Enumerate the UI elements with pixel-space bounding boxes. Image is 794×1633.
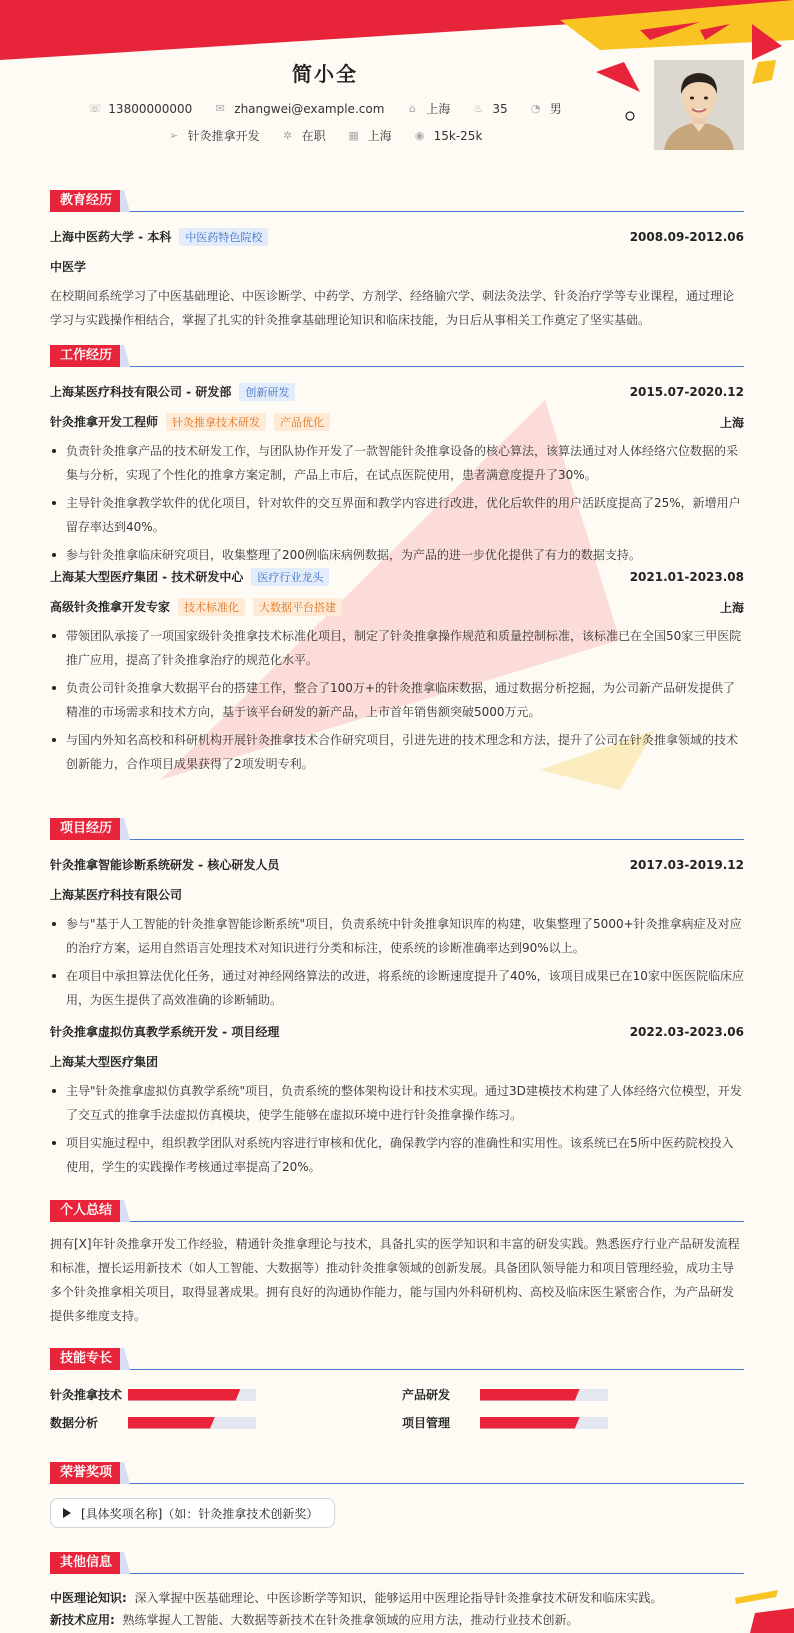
city-value: 上海 (426, 102, 451, 116)
skill-item (402, 1386, 608, 1403)
job-date: 2015.07-2020.12 (629, 385, 744, 399)
mail-icon: ✉ (215, 101, 225, 115)
awards-section (50, 1462, 744, 1521)
award-name: [具体奖项名称]（如：针灸推拿技术创新奖） (81, 1506, 319, 1521)
phone-icon: ☏ (88, 101, 103, 115)
phone-value: 13800000000 (108, 101, 193, 116)
section-tab (120, 1200, 130, 1222)
phone-item (88, 102, 192, 116)
section-tab (120, 190, 130, 212)
section-title: 个人总结 (50, 1200, 122, 1222)
award-item[interactable] (50, 1498, 335, 1528)
position-tag: 技术标准化 (178, 598, 245, 616)
gender-item (530, 100, 562, 117)
job-city: 上海 (719, 415, 744, 430)
other-section (50, 1552, 744, 1627)
list-item: 主导针灸推拿教学软件的优化项目，针对软件的交互界面和教学内容进行改进，优化后软件的用户活跃度提高了25%，新增用户留存率达到40%。 (50, 491, 744, 539)
list-item: 负责公司针灸推拿大数据平台的搭建工作，整合了100万+的针灸推拿临床数据，通过数据分析挖掘，为公司新产品研发提供了精准的市场需求和技术方向，基于该平台研发的新产品，上市首年销售额突破5000万元。 (50, 676, 744, 724)
position-tag: 产品优化 (274, 413, 330, 431)
email-item (214, 102, 384, 116)
project-bullets (50, 1079, 744, 1183)
status-item (282, 127, 326, 144)
section-title: 工作经历 (50, 345, 122, 367)
city-item (406, 100, 450, 117)
section-header (50, 1462, 744, 1484)
project-name: 针灸推拿虚拟仿真教学系统开发 - 项目经理 (50, 1025, 280, 1039)
gear-icon: ✲ (282, 128, 293, 142)
skill-fill (128, 1389, 241, 1401)
project-date: 2022.03-2023.06 (629, 1024, 744, 1039)
position-tag: 大数据平台搭建 (253, 598, 342, 616)
section-tab (120, 818, 130, 840)
section-title: 项目经历 (50, 818, 122, 840)
target-city-item (348, 127, 392, 144)
skill-fill (128, 1417, 215, 1429)
job-position: 高级针灸推拿开发专家 (50, 600, 171, 614)
section-title: 其他信息 (50, 1552, 122, 1574)
major: 中医学 (50, 260, 87, 274)
building-icon: ▦ (348, 128, 359, 142)
cake-icon: ♨ (473, 101, 484, 115)
company-tag: 医疗行业龙头 (251, 568, 329, 586)
project-org-row (50, 1053, 744, 1070)
other-text: 深入掌握中医基础理论、中医诊断学等知识，能够运用中医理论指导针灸推拿技术研发和临床实践。 (134, 1591, 663, 1605)
age-value: 35 (492, 101, 508, 116)
avatar (654, 60, 744, 150)
section-title: 技能专长 (50, 1348, 122, 1370)
skill-bar (128, 1389, 256, 1401)
education-section (50, 190, 744, 327)
target-city-value: 上海 (367, 129, 392, 143)
skill-name: 数据分析 (50, 1416, 99, 1430)
major-row (50, 258, 744, 275)
job-intent-line (0, 127, 650, 144)
section-title: 教育经历 (50, 190, 122, 212)
job-position-line (50, 598, 342, 616)
salary-value: 15k-25k (433, 128, 483, 143)
section-header (50, 818, 744, 840)
section-header (50, 1200, 744, 1222)
header-yellow-shape (752, 60, 776, 84)
send-icon: ➢ (168, 128, 179, 142)
target-job-value: 针灸推拿开发 (187, 129, 260, 143)
skill-bar (480, 1417, 608, 1429)
summary-text: 拥有[X]年针灸推拿开发工作经验，精通针灸推拿理论与技术，具备扎实的医学知识和丰富的研发实践。熟悉医疗行业产品研发流程和标准，擅长运用新技术（如人工智能、大数据等）推动针灸推拿领域的创新发展。具备团队领导能力和项目管理经验，成功主导多个针灸推拿相关项目，取得显著成果。拥有良好的沟通协作能力，能与国内外科研机构、高校及临床医生紧密合作，为产品研发提供多维度支持。 (50, 1237, 740, 1323)
job-date: 2021.01-2023.08 (629, 570, 744, 584)
school-name: 上海中医药大学 - 本科 (50, 230, 172, 244)
job-company-line (50, 383, 295, 401)
section-tab (120, 1348, 130, 1370)
list-item: 参与针灸推拿临床研究项目，收集整理了200例临床病例数据，为产品的进一步优化提供了有力的数据支持。 (50, 543, 744, 567)
position-tag: 针灸推拿技术研发 (166, 413, 266, 431)
avatar-illustration (654, 60, 744, 150)
home-icon: ⌂ (408, 101, 416, 115)
skill-bar (480, 1389, 608, 1401)
project-title-row (50, 1023, 744, 1040)
gender-value: 男 (549, 102, 562, 116)
job-company-row (50, 383, 744, 401)
job-company: 上海某医疗科技有限公司 - 研发部 (50, 385, 232, 399)
skill-item (50, 1386, 256, 1403)
gender-icon: ◔ (530, 101, 541, 115)
play-icon (63, 1508, 71, 1518)
skill-name: 产品研发 (402, 1388, 451, 1402)
list-item: 带领团队承接了一项国家级针灸推拿技术标准化项目，制定了针灸推拿操作规范和质量控制标准，该标准已在全国50家三甲医院推广应用，提高了针灸推拿治疗的规范化水平。 (50, 624, 744, 672)
education-date: 2008.09-2012.06 (629, 230, 744, 244)
project-org: 上海某医疗科技有限公司 (50, 888, 183, 902)
skill-name: 针灸推拿技术 (50, 1388, 123, 1402)
job-position: 针灸推拿开发工程师 (50, 415, 159, 429)
job-company-row (50, 568, 744, 586)
skill-bar (128, 1417, 256, 1429)
school-tag: 中医药特色院校 (179, 228, 268, 246)
section-tab (120, 345, 130, 367)
project-name: 针灸推拿智能诊断系统研发 - 核心研发人员 (50, 858, 280, 872)
money-icon: ◉ (414, 128, 425, 142)
candidate-name: 简小全 (292, 62, 358, 86)
skill-name: 项目管理 (402, 1416, 451, 1430)
job-position-row (50, 413, 744, 431)
skill-item (402, 1414, 608, 1431)
footer-red-shape (750, 1608, 794, 1633)
section-header (50, 345, 744, 367)
summary-section (50, 1200, 744, 1323)
section-header (50, 1552, 744, 1574)
job-bullets (50, 439, 744, 571)
skills-section (50, 1348, 744, 1430)
email-value: zhangwei@example.com (234, 101, 385, 116)
education-description: 在校期间系统学习了中医基础理论、中医诊断学、中药学、方剂学、经络腧穴学、刺法灸法学、针灸治疗学等专业课程，通过理论学习与实践操作相结合，掌握了扎实的针灸推拿基础理论知识和临床技能，为日后从事相关工作奠定了坚实基础。 (50, 289, 735, 327)
school-line (50, 228, 268, 246)
section-title: 荣誉奖项 (50, 1462, 122, 1484)
other-item (50, 1610, 744, 1630)
job-company: 上海某大型医疗集团 - 技术研发中心 (50, 570, 244, 584)
job-position-row (50, 598, 744, 616)
projects-section (50, 818, 744, 1174)
status-value: 在职 (301, 129, 326, 143)
section-tab (120, 1552, 130, 1574)
other-label: 新技术应用: (50, 1613, 115, 1627)
skill-fill (480, 1389, 580, 1401)
list-item: 参与"基于人工智能的针灸推拿智能诊断系统"项目，负责系统中针灸推拿知识库的构建，收集整理了5000+针灸推拿病症及对应的治疗方案，运用自然语言处理技术对知识进行分类和标注，使系统的诊断准确率达到90%以上。 (50, 912, 744, 960)
project-org: 上海某大型医疗集团 (50, 1055, 159, 1069)
section-tab (120, 1462, 130, 1484)
age-item (472, 102, 507, 116)
job-company-line (50, 568, 329, 586)
other-label: 中医理论知识: (50, 1591, 127, 1605)
skill-fill (480, 1417, 580, 1429)
list-item: 负责针灸推拿产品的技术研发工作，与团队协作开发了一款智能针灸推拿设备的核心算法，该算法通过对人体经络穴位数据的采集与分析，实现了个性化的推拿方案定制，产品上市后，在试点医院使用，患者满意度提升了30%。 (50, 439, 744, 487)
education-row (50, 228, 744, 246)
list-item: 在项目中承担算法优化任务，通过对神经网络算法的改进，将系统的诊断速度提升了40%，该项目成果已在10家中医医院临床应用，为医生提供了高效准确的诊断辅助。 (50, 964, 744, 1012)
job-city: 上海 (719, 600, 744, 615)
project-title-row (50, 856, 744, 873)
contact-line (0, 100, 650, 117)
job-position-line (50, 413, 330, 431)
work-section (50, 345, 744, 771)
section-header (50, 1348, 744, 1370)
job-bullets (50, 624, 744, 780)
list-item: 与国内外知名高校和科研机构开展针灸推拿技术合作研究项目，引进先进的技术理念和方法，提升了公司在针灸推拿领域的技术创新能力，合作项目成果获得了2项发明专利。 (50, 728, 744, 776)
salary-item (414, 129, 483, 143)
project-date: 2017.03-2019.12 (629, 857, 744, 872)
list-item: 项目实施过程中，组织教学团队对系统内容进行审核和优化，确保教学内容的准确性和实用性。该系统已在5所中医药院校投入使用，学生的实践操作考核通过率提高了20%。 (50, 1131, 744, 1179)
section-header (50, 190, 744, 212)
project-bullets (50, 912, 744, 1016)
project-org-row (50, 886, 744, 903)
other-text: 熟练掌握人工智能、大数据等新技术在针灸推拿领域的应用方法，推动行业技术创新。 (122, 1613, 579, 1627)
other-item (50, 1588, 744, 1608)
list-item: 主导"针灸推拿虚拟仿真教学系统"项目，负责系统的整体架构设计和技术实现。通过3D建模技术构建了人体经络穴位模型，开发了交互式的推拿手法虚拟仿真模块，使学生能够在虚拟环境中进行针灸推拿操作练习。 (50, 1079, 744, 1127)
target-job-item (168, 127, 260, 144)
company-tag: 创新研发 (239, 383, 295, 401)
skill-item (50, 1414, 256, 1431)
